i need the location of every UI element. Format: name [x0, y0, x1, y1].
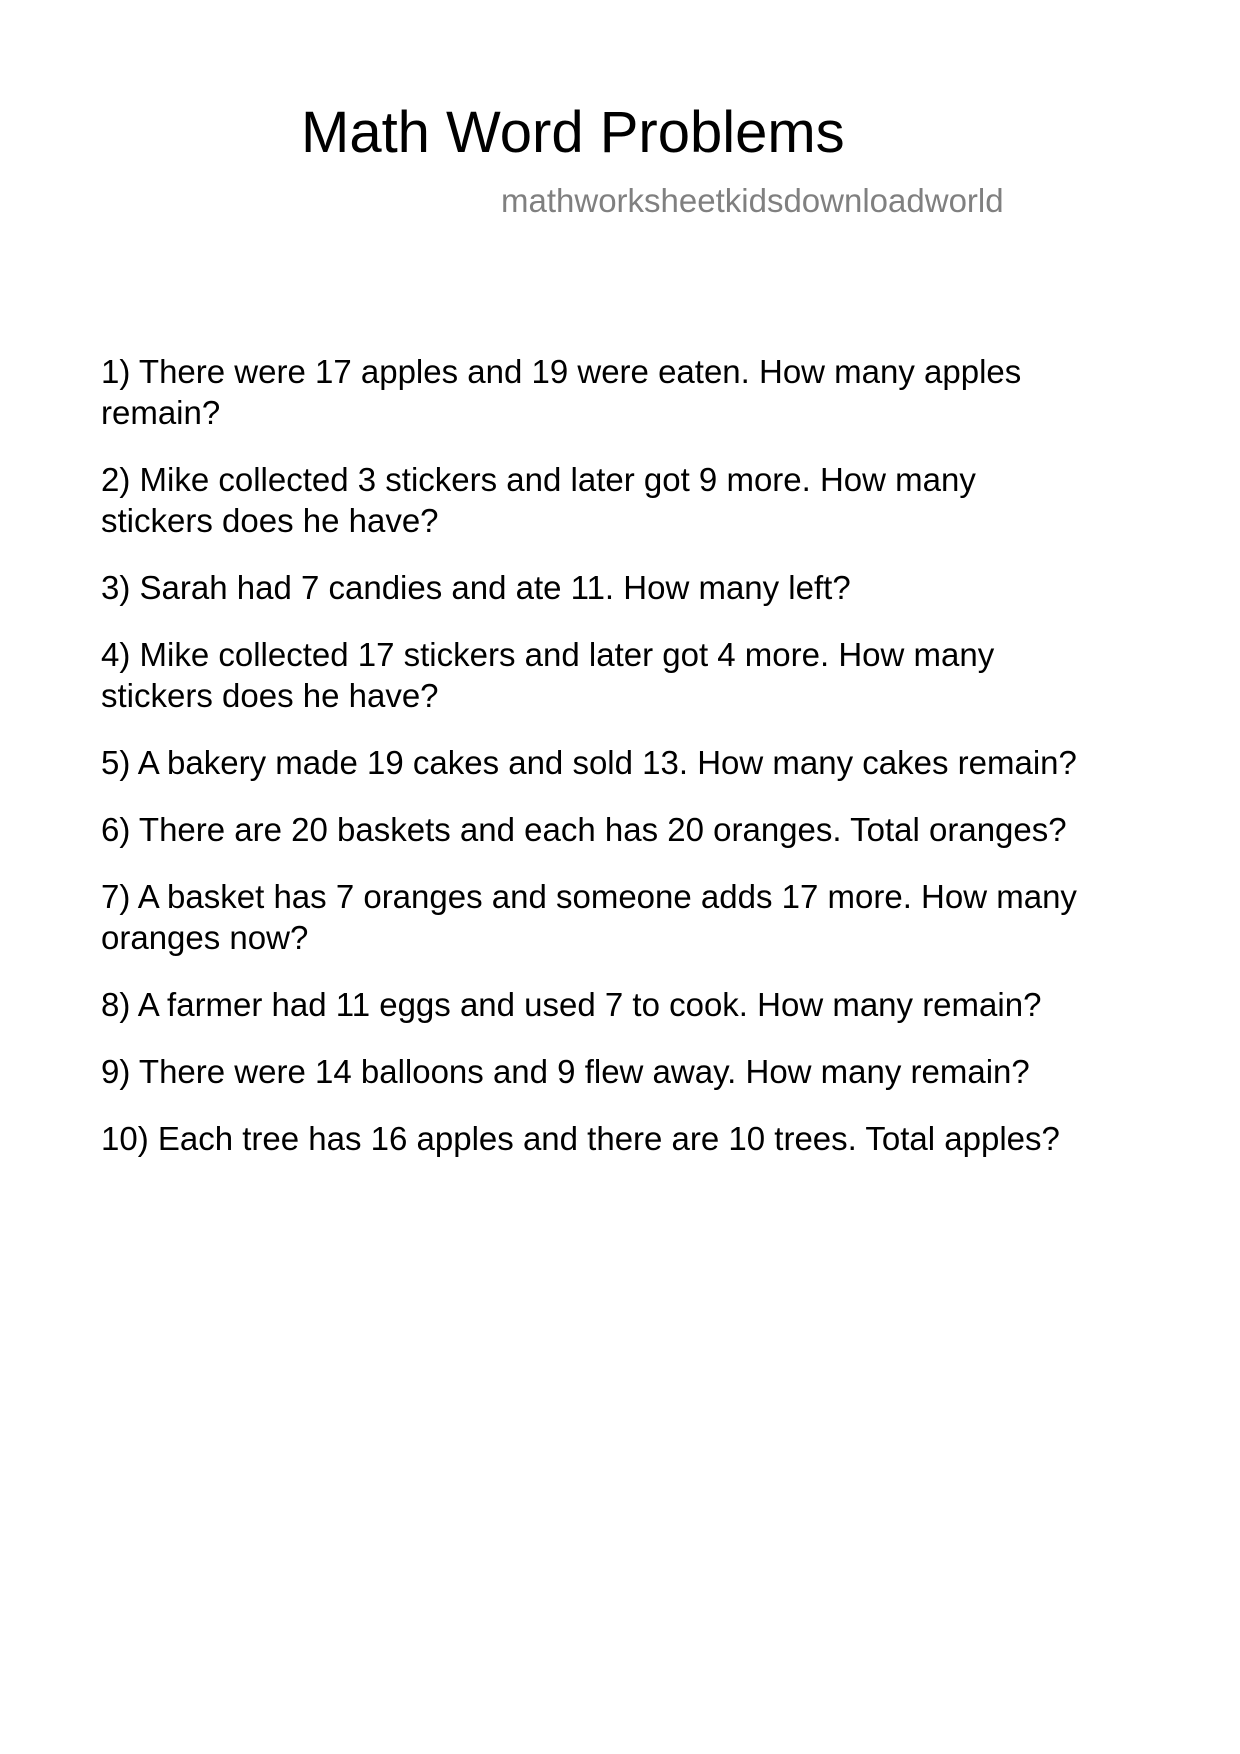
problem-line: 6) There are 20 baskets and each has 20 oranges. Total oranges?: [101, 811, 1067, 848]
problem-line: 7) A basket has 7 oranges and someone adds 17 more. How many: [101, 878, 1077, 915]
problem-item-2: [101, 459, 1146, 541]
problem-item-5: [101, 742, 1146, 783]
problem-item-1: [101, 351, 1146, 433]
problem-line: 5) A bakery made 19 cakes and sold 13. How many cakes remain?: [101, 744, 1077, 781]
problem-list: [101, 351, 1146, 1185]
problem-line: oranges now?: [101, 919, 309, 956]
problem-line: remain?: [101, 394, 221, 431]
source-watermark: mathworksheetkidsdownloadworld: [501, 182, 1004, 219]
problem-line: stickers does he have?: [101, 677, 439, 714]
problem-item-9: [101, 1051, 1146, 1092]
problem-item-3: [101, 567, 1146, 608]
problem-item-4: [101, 634, 1146, 716]
problem-item-8: [101, 984, 1146, 1025]
problem-line: 1) There were 17 apples and 19 were eaten. How many apples: [101, 353, 1022, 390]
problem-line: 10) Each tree has 16 apples and there are 10 trees. Total apples?: [101, 1120, 1060, 1157]
problem-line: 4) Mike collected 17 stickers and later got 4 more. How many: [101, 636, 995, 673]
page-title: Math Word Problems: [301, 100, 845, 165]
problem-line: stickers does he have?: [101, 502, 439, 539]
problem-line: 3) Sarah had 7 candies and ate 11. How many left?: [101, 569, 851, 606]
problem-line: 2) Mike collected 3 stickers and later got 9 more. How many: [101, 461, 976, 498]
problem-line: 8) A farmer had 11 eggs and used 7 to cook. How many remain?: [101, 986, 1042, 1023]
problem-line: 9) There were 14 balloons and 9 flew away. How many remain?: [101, 1053, 1030, 1090]
problem-item-7: [101, 876, 1146, 958]
problem-item-10: [101, 1118, 1146, 1159]
problem-item-6: [101, 809, 1146, 850]
